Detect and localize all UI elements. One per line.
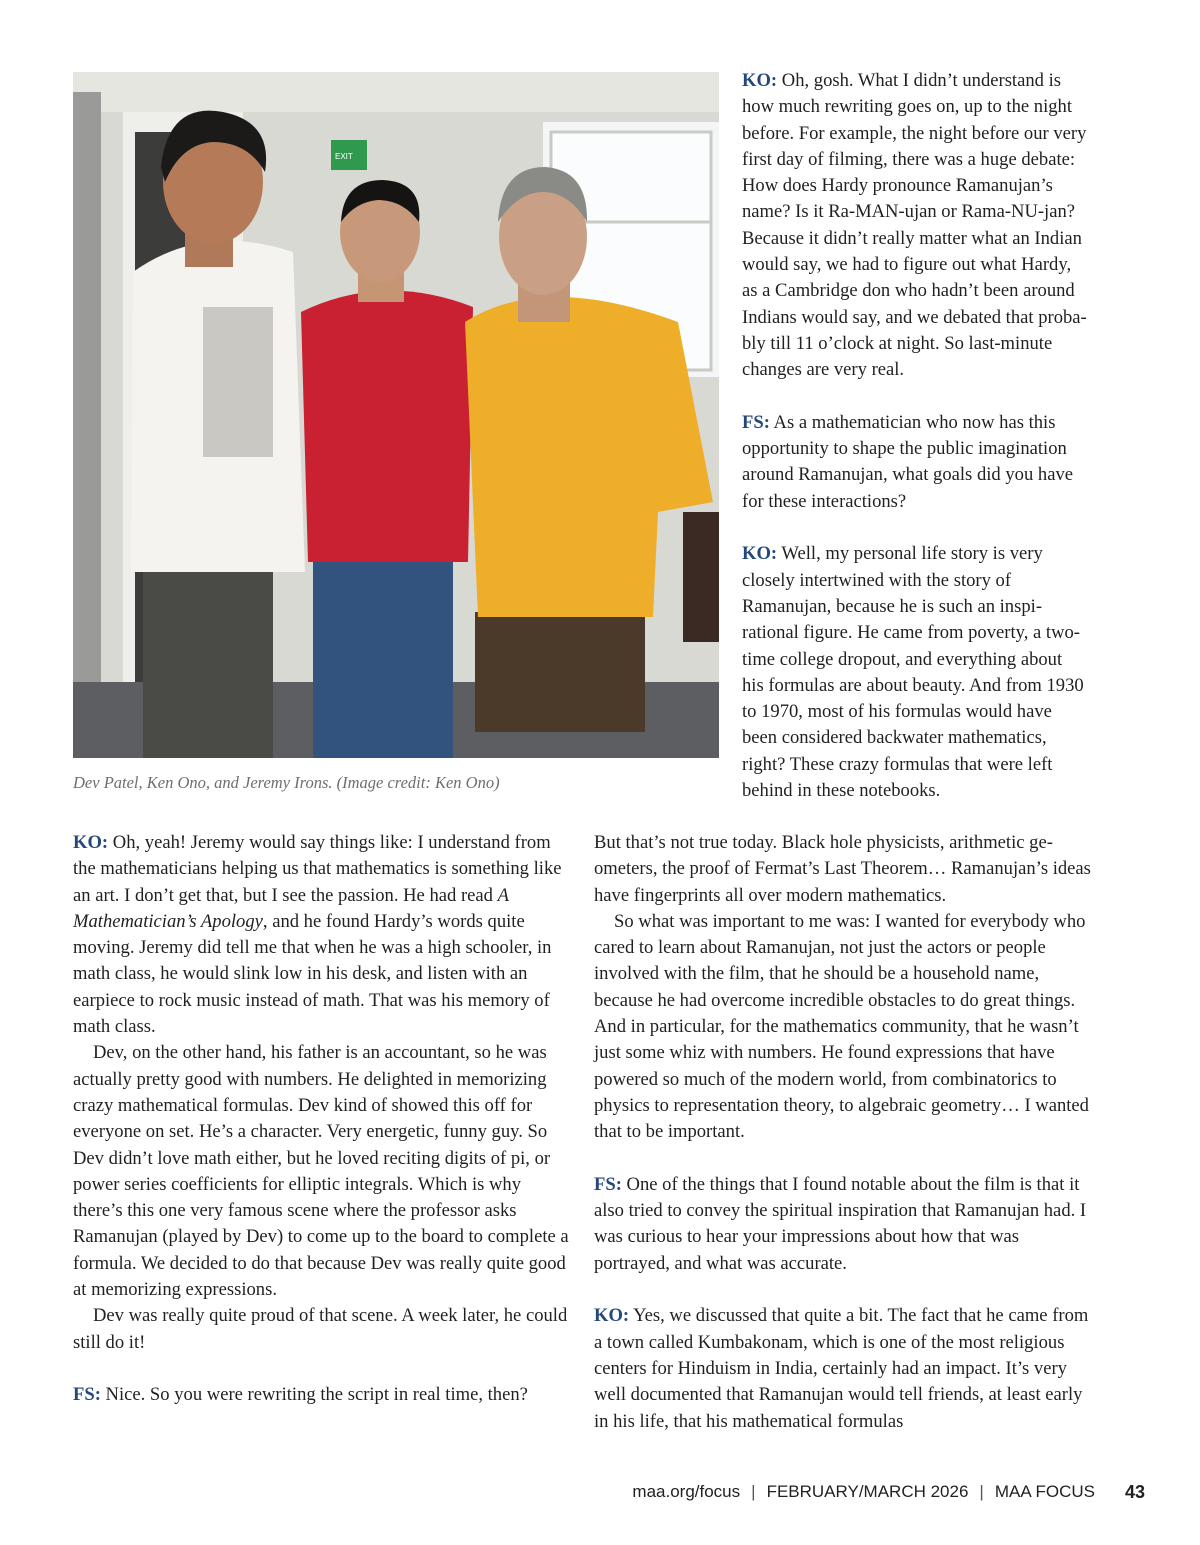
speaker-label: KO:: [742, 543, 778, 565]
paragraph: [73, 830, 571, 1040]
photo-caption: Dev Patel, Ken Ono, and Jeremy Irons. (Image credit: Ken Ono): [73, 773, 500, 792]
paragraph-text: Nice. So you were rewriting the script in real time, then?: [100, 1384, 528, 1406]
footer-site-link[interactable]: maa.org/focus: [632, 1482, 741, 1501]
exit-sign-text: EXIT: [335, 152, 353, 161]
speaker-label: FS:: [594, 1173, 622, 1195]
speaker-label: FS:: [73, 1384, 101, 1406]
page-footer: [632, 1479, 1145, 1505]
footer-separator: |: [751, 1482, 756, 1501]
paragraph-text: Yes, we discussed that quite a bit. The fact that he came from a town called Kumbakonam, which is one of the most religious centers for Hinduism in India, certainly had an impact. It’s very well documented that Ramanujan would tell friends, at least early in his life, that his mathematical formulas: [594, 1305, 1089, 1432]
speaker-label: KO:: [73, 832, 109, 853]
speaker-label: KO:: [742, 70, 778, 91]
speaker-label: KO:: [594, 1305, 630, 1327]
paragraph: [594, 1303, 1094, 1434]
paragraph-text: As a mathematician who now has this opportunity to shape the public imagination around Ramanujan, what goals did you have for these interactions?: [742, 411, 1073, 512]
text-column-top-right: [742, 68, 1088, 804]
paragraph: But that’s not true today. Black hole physicists, arithmetic geometers, the proof of Fermat’s Last Theorem… Ramanujan’s ideas have fingerprints all over modern mathematics.: [594, 832, 1091, 906]
paragraph: [742, 68, 1088, 384]
speaker-label: FS:: [742, 411, 770, 433]
article-photo: [73, 72, 719, 758]
paragraph-text: Oh, yeah! Jeremy would say things like: I understand from the mathematicians helping us that mathematics is something like an art. I don’t get that, but I see the passion. He had read: [73, 832, 562, 906]
text-column-bottom-left: [73, 830, 571, 1409]
page-number: 43: [1124, 1481, 1145, 1502]
footer-separator: |: [979, 1482, 984, 1501]
paragraph-text: One of the things that I found notable about the film is that it also tried to convey the spiritual inspiration that Ramanujan had. I was curious to hear your impressions about how that was portrayed, and what was accurate.: [594, 1173, 1087, 1274]
paragraph: So what was important to me was: I wanted for everybody who cared to learn about Ramanujan, not just the actors or people involved with the film, that he should be a household name, because he had overcome incredible obstacles to do great things. And in particular, for the mathematics community, that he wasn’t just some whiz with numbers. He found expressions that have powered so much of the modern world, from combinatorics to physics to representation theory, to algebraic geometry… I wanted that to be important.: [594, 910, 1089, 1143]
text-column-bottom-right: [594, 830, 1094, 1435]
paragraph: [742, 410, 1088, 515]
paragraph: [73, 1382, 571, 1408]
paragraph: [742, 541, 1088, 804]
paragraph: [594, 1172, 1094, 1277]
paragraph-text: , and he found Hardy’s words quite moving. Jeremy did tell me that when he was a high schooler, in math class, he would slink low in his desk, and listen with an earpiece to rock music instead of math. That was his memory of math class.: [73, 910, 552, 1038]
paragraph: Dev, on the other hand, his father is an accountant, so he was actually pretty good with numbers. He delighted in memorizing crazy mathematical formulas. Dev kind of showed this off for everyone on set. He’s a character. Very energetic, funny guy. So Dev didn’t love math either, but he loved reciting digits of pi, or power series coefficients for elliptic integrals. Which is why there’s this one very famous scene where the professor asks Ramanujan (played by Dev) to come up to the board to complete a formula. We decided to do that because Dev was really quite good at memorizing expressions.: [73, 1042, 569, 1301]
book-title: A Mathematician’s Apology: [73, 884, 509, 932]
footer-magazine: MAA FOCUS: [994, 1482, 1095, 1501]
paragraph-text: Oh, gosh. What I didn’t understand is how much rewriting goes on, up to the night before. For example, the night before our very first day of filming, there was a huge debate: How does Hardy pronounce Ramanujan’s name? Is it Ra-MAN-ujan or Rama-NU-jan? Because it didn’t really matter what an Indian would say, we had to figure out what Hardy, as a Cambridge don who hadn’t been around Indians would say, and we debated that probably till 11 o’clock at night. So last-minute changes are very real.: [742, 70, 1087, 381]
paragraph-text: Well, my personal life story is very closely intertwined with the story of Ramanujan, because he is such an inspirational figure. He came from poverty, a two-time college dropout, and everything about his formulas are about beauty. And from 1930 to 1970, most of his formulas would have been considered backwater mathematics, right? These crazy formulas that were left behind in these notebooks.: [742, 543, 1084, 802]
photo-illustration: [73, 72, 719, 758]
footer-issue: FEBRUARY/MARCH 2026: [766, 1482, 969, 1501]
paragraph: Dev was really quite proud of that scene. A week later, he could still do it!: [73, 1305, 568, 1353]
